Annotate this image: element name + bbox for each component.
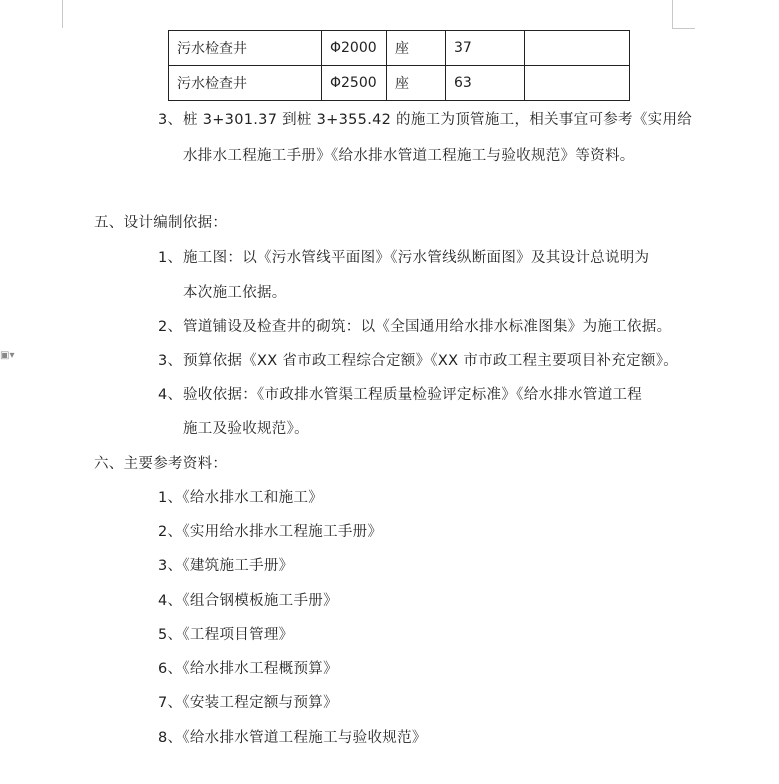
page-corner-mark-right [672,0,695,29]
table-cell-spec: Φ2500 [322,66,387,101]
paragraph-line: 预算依据《XX 省市政工程综合定额》《XX 市市政工程主要项目补充定额》。 [183,353,679,369]
item-number: 3、 [158,353,183,369]
page-corner-mark-left [62,0,63,28]
item-number: 1、 [158,250,183,266]
paragraph-line: 桩 3+301.37 到桩 3+355.42 的施工为顶管施工，相关事宜可参考《实用给 [183,112,693,128]
table-cell-name: 污水检查井 [169,31,322,66]
paragraph-line: 施工及验收规范》。 [183,421,309,437]
paragraph-line: 水排水工程施工手册》《给水排水管道工程施工与验收规范》等资料。 [183,148,635,164]
table-cell-unit: 座 [387,31,446,66]
table-cell-name: 污水检查井 [169,66,322,101]
list-item: 3、《建筑施工手册》 [158,558,294,574]
list-item: 6、《给水排水工程概预算》 [158,661,338,677]
paragraph-line: 管道铺设及检查井的砌筑：以《全国通用给水排水标准图集》为施工依据。 [183,319,672,335]
list-item: 4、《组合钢模板施工手册》 [158,593,338,609]
section-heading: 六、主要参考资料： [94,456,228,472]
list-item: 2、《实用给水排水工程施工手册》 [158,524,383,540]
table-row [169,31,630,66]
paragraph-line: 验收依据：《市政排水管渠工程质量检验评定标准》《给水排水管道工程 [183,387,643,403]
table-row [169,66,630,101]
table-cell-qty: 63 [446,66,525,101]
list-item: 5、《工程项目管理》 [158,627,294,643]
paste-options-icon[interactable]: ▣▾ [0,350,15,361]
paragraph-line: 本次施工依据。 [183,285,287,301]
table-cell-qty: 37 [446,31,525,66]
table-cell-note [525,31,630,66]
table-cell-note [525,66,630,101]
paragraph-line: 施工图：以《污水管线平面图》《污水管线纵断面图》及其设计总说明为 [183,250,650,266]
well-table [168,30,630,101]
item-number: 3、 [158,112,183,128]
section-heading: 五、设计编制依据： [94,215,228,231]
item-number: 4、 [158,387,183,403]
item-number: 2、 [158,319,183,335]
list-item: 1、《给水排水工和施工》 [158,490,324,506]
list-item: 7、《安装工程定额与预算》 [158,695,338,711]
table-cell-spec: Φ2000 [322,31,387,66]
table-cell-unit: 座 [387,66,446,101]
list-item: 8、《给水排水管道工程施工与验收规范》 [158,730,427,746]
